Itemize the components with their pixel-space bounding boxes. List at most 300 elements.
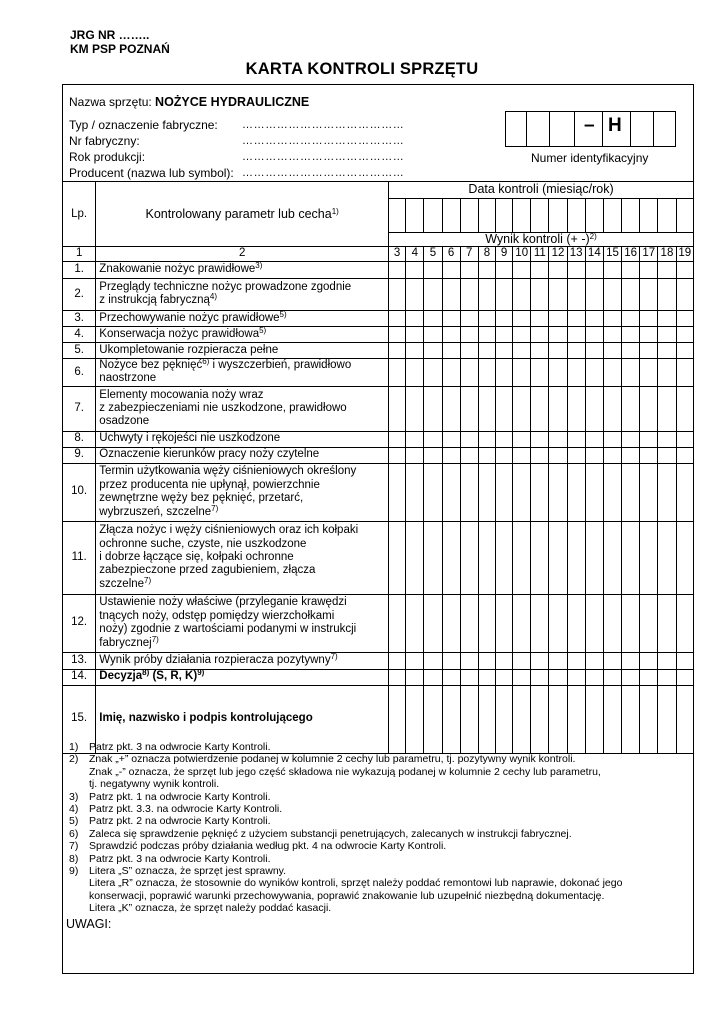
result-cell[interactable] [478, 342, 495, 358]
field-type-value[interactable]: …………………………………… [242, 119, 405, 131]
result-cell[interactable] [442, 463, 460, 521]
result-cell[interactable] [567, 594, 585, 652]
result-cell[interactable] [603, 358, 621, 386]
result-cell[interactable] [424, 358, 442, 386]
result-cell[interactable] [442, 652, 460, 669]
footnote-number: 3) [69, 790, 79, 803]
result-cell[interactable] [585, 342, 603, 358]
result-cell[interactable] [640, 358, 658, 386]
result-cell[interactable] [567, 447, 585, 463]
result-cell[interactable] [442, 261, 460, 278]
result-cell[interactable] [658, 386, 676, 431]
footnote-text: Znak „-” oznacza, że sprzęt lub jego część składowa nie wykazują podanej w kolumnie 2 cechy lub parametru, [89, 765, 601, 778]
result-cell[interactable] [424, 431, 442, 447]
result-cell[interactable] [531, 386, 549, 431]
param-header-sup: 1) [331, 206, 339, 216]
result-cell[interactable] [478, 447, 495, 463]
result-cell[interactable] [658, 447, 676, 463]
param-header [96, 182, 389, 247]
result-cell[interactable] [513, 386, 531, 431]
table-row [63, 669, 694, 685]
result-cell[interactable] [640, 342, 658, 358]
result-cell[interactable] [478, 261, 495, 278]
result-cell[interactable] [585, 652, 603, 669]
result-cell[interactable] [406, 594, 424, 652]
result-cell[interactable] [495, 261, 512, 278]
parameter-line [99, 344, 388, 357]
result-cell[interactable] [640, 594, 658, 652]
result-cell[interactable] [640, 310, 658, 326]
result-cell[interactable] [676, 261, 693, 278]
result-cell[interactable] [513, 463, 531, 521]
parameter-line [99, 503, 388, 519]
result-cell[interactable] [622, 431, 640, 447]
result-cell[interactable] [676, 669, 693, 685]
result-cell[interactable] [567, 669, 585, 685]
result-cell[interactable] [389, 463, 406, 521]
result-cell[interactable] [567, 521, 585, 594]
result-cell[interactable] [495, 310, 512, 326]
result-cell[interactable] [424, 594, 442, 652]
equipment-name-value: NOŻYCE HYDRAULICZNE [155, 95, 310, 109]
result-cell[interactable] [549, 594, 567, 652]
result-cell[interactable] [567, 431, 585, 447]
result-cell[interactable] [424, 447, 442, 463]
footnote-text: Litera „K” oznacza, że sprzęt należy poddać kasacji. [89, 902, 332, 915]
result-cell[interactable] [531, 447, 549, 463]
result-cell[interactable] [513, 521, 531, 594]
row-parameter [96, 463, 389, 521]
result-cell[interactable] [640, 685, 658, 753]
result-cell[interactable] [676, 386, 693, 431]
result-cell[interactable] [495, 463, 512, 521]
result-cell[interactable] [442, 342, 460, 358]
result-cell[interactable] [406, 342, 424, 358]
result-cell[interactable] [478, 278, 495, 310]
field-year-value[interactable]: …………………………………… [242, 151, 405, 163]
result-cell[interactable] [424, 261, 442, 278]
result-cell[interactable] [495, 278, 512, 310]
result-cell[interactable] [640, 278, 658, 310]
parameter-line [99, 492, 388, 505]
row-parameter [96, 326, 389, 342]
result-cell[interactable] [676, 652, 693, 669]
result-cell[interactable] [478, 386, 495, 431]
result-cell[interactable] [531, 326, 549, 342]
result-cell[interactable] [658, 521, 676, 594]
date-cell[interactable] [603, 199, 621, 233]
row-parameter [96, 431, 389, 447]
result-cell[interactable] [640, 447, 658, 463]
date-cell[interactable] [478, 199, 495, 233]
result-cell[interactable] [640, 261, 658, 278]
result-cell[interactable] [389, 652, 406, 669]
result-cell[interactable] [442, 447, 460, 463]
result-cell[interactable] [460, 342, 478, 358]
result-cell[interactable] [531, 463, 549, 521]
result-cell[interactable] [460, 326, 478, 342]
result-cell[interactable] [442, 310, 460, 326]
remarks-label: UWAGI: [66, 917, 112, 931]
result-cell[interactable] [460, 261, 478, 278]
row-number: 13. [63, 652, 96, 669]
result-cell[interactable] [585, 310, 603, 326]
result-cell[interactable] [603, 261, 621, 278]
result-cell[interactable] [442, 431, 460, 447]
result-cell[interactable] [585, 261, 603, 278]
result-cell[interactable] [531, 278, 549, 310]
result-cell[interactable] [622, 342, 640, 358]
result-cell[interactable] [549, 463, 567, 521]
result-cell[interactable] [676, 431, 693, 447]
result-cell[interactable] [622, 386, 640, 431]
result-cell[interactable] [460, 594, 478, 652]
result-cell[interactable] [406, 278, 424, 310]
result-cell[interactable] [549, 261, 567, 278]
result-cell[interactable] [658, 431, 676, 447]
result-cell[interactable] [531, 652, 549, 669]
result-cell[interactable] [549, 278, 567, 310]
result-cell[interactable] [622, 521, 640, 594]
result-cell[interactable] [389, 310, 406, 326]
result-cell[interactable] [389, 431, 406, 447]
date-cell[interactable] [495, 199, 512, 233]
result-cell[interactable] [513, 594, 531, 652]
result-cell[interactable] [640, 521, 658, 594]
result-cell[interactable] [478, 669, 495, 685]
result-cell[interactable] [513, 326, 531, 342]
parameter-text: Przechowywanie nożyc prawidłowe [99, 311, 280, 324]
result-cell[interactable] [442, 386, 460, 431]
result-cell[interactable] [549, 669, 567, 685]
date-cell[interactable] [622, 199, 640, 233]
result-cell[interactable] [531, 669, 549, 685]
result-cell[interactable] [603, 594, 621, 652]
result-cell[interactable] [424, 310, 442, 326]
result-cell[interactable] [389, 342, 406, 358]
result-cell[interactable] [531, 521, 549, 594]
date-cell[interactable] [460, 199, 478, 233]
result-cell[interactable] [389, 521, 406, 594]
result-cell[interactable] [622, 594, 640, 652]
result-cell[interactable] [460, 447, 478, 463]
result-cell[interactable] [658, 463, 676, 521]
result-cell[interactable] [622, 358, 640, 386]
date-cell[interactable] [640, 199, 658, 233]
result-cell[interactable] [406, 463, 424, 521]
result-cell[interactable] [424, 278, 442, 310]
date-cell[interactable] [567, 199, 585, 233]
footnote-text: Litera „R” oznacza, że stosownie do wyników kontroli, sprzęt należy poddać remontowi lub naprawie, dokonać jego [89, 877, 623, 890]
result-cell[interactable] [513, 669, 531, 685]
date-cell[interactable] [406, 199, 424, 233]
result-cell[interactable] [478, 326, 495, 342]
result-cell[interactable] [424, 342, 442, 358]
result-cell[interactable] [585, 669, 603, 685]
result-cell[interactable] [585, 447, 603, 463]
result-cell[interactable] [622, 261, 640, 278]
row-number: 3. [63, 310, 96, 326]
result-cell[interactable] [622, 685, 640, 753]
row-parameter [96, 652, 389, 669]
result-cell[interactable] [531, 358, 549, 386]
result-cell[interactable] [567, 278, 585, 310]
result-cell[interactable] [658, 278, 676, 310]
column-number: 7 [460, 247, 478, 261]
result-cell[interactable] [640, 386, 658, 431]
column-number: 6 [442, 247, 460, 261]
result-cell[interactable] [460, 431, 478, 447]
result-cell[interactable] [495, 447, 512, 463]
result-cell[interactable] [676, 463, 693, 521]
result-cell[interactable] [622, 652, 640, 669]
result-cell[interactable] [424, 386, 442, 431]
result-cell[interactable] [567, 326, 585, 342]
result-cell[interactable] [478, 358, 495, 386]
result-cell[interactable] [549, 447, 567, 463]
result-cell[interactable] [658, 594, 676, 652]
result-cell[interactable] [622, 669, 640, 685]
result-cell[interactable] [513, 652, 531, 669]
result-cell[interactable] [442, 278, 460, 310]
footnote-ref: 3) [255, 261, 263, 271]
column-number: 12 [549, 247, 567, 261]
result-cell[interactable] [406, 652, 424, 669]
result-cell[interactable] [567, 386, 585, 431]
footnote-line [69, 815, 622, 827]
result-cell[interactable] [495, 594, 512, 652]
result-cell[interactable] [622, 326, 640, 342]
result-cell[interactable] [603, 278, 621, 310]
result-cell[interactable] [460, 463, 478, 521]
result-cell[interactable] [676, 521, 693, 594]
result-cell[interactable] [640, 326, 658, 342]
result-cell[interactable] [389, 386, 406, 431]
result-cell[interactable] [442, 669, 460, 685]
result-cell[interactable] [676, 447, 693, 463]
result-cell[interactable] [603, 386, 621, 431]
result-cell[interactable] [513, 261, 531, 278]
result-cell[interactable] [460, 310, 478, 326]
result-cell[interactable] [389, 447, 406, 463]
date-cell[interactable] [585, 199, 603, 233]
result-cell[interactable] [549, 652, 567, 669]
date-cell[interactable] [424, 199, 442, 233]
result-cell[interactable] [424, 521, 442, 594]
footnote-text: Litera „S” oznacza, że sprzęt jest sprawny. [89, 865, 287, 878]
result-cell[interactable] [513, 310, 531, 326]
result-cell[interactable] [658, 261, 676, 278]
result-cell[interactable] [585, 386, 603, 431]
result-cell[interactable] [478, 431, 495, 447]
param-header-text: Kontrolowany parametr lub cecha [145, 206, 332, 221]
result-cell[interactable] [513, 278, 531, 310]
result-cell[interactable] [389, 278, 406, 310]
result-cell[interactable] [640, 652, 658, 669]
result-cell[interactable] [406, 669, 424, 685]
result-cell[interactable] [676, 358, 693, 386]
result-cell[interactable] [406, 447, 424, 463]
result-cell[interactable] [460, 278, 478, 310]
result-cell[interactable] [513, 447, 531, 463]
result-cell[interactable] [567, 261, 585, 278]
result-cell[interactable] [549, 310, 567, 326]
result-cell[interactable] [531, 342, 549, 358]
result-cell[interactable] [478, 594, 495, 652]
result-cell[interactable] [406, 261, 424, 278]
result-cell[interactable] [478, 652, 495, 669]
result-cell[interactable] [531, 431, 549, 447]
result-cell[interactable] [658, 669, 676, 685]
parameter-text: Złącza nożyc i węży ciśnieniowych oraz ich kołpaki [99, 524, 359, 537]
result-cell[interactable] [585, 431, 603, 447]
result-cell[interactable] [389, 669, 406, 685]
result-cell[interactable] [585, 326, 603, 342]
result-cell[interactable] [622, 310, 640, 326]
result-cell[interactable] [406, 521, 424, 594]
result-cell[interactable] [676, 594, 693, 652]
date-cell[interactable] [549, 199, 567, 233]
result-cell[interactable] [585, 358, 603, 386]
result-cell[interactable] [585, 463, 603, 521]
result-cell[interactable] [622, 463, 640, 521]
result-cell[interactable] [567, 310, 585, 326]
result-cell[interactable] [406, 386, 424, 431]
result-cell[interactable] [567, 652, 585, 669]
footnote-ref: 5) [259, 325, 267, 335]
result-cell[interactable] [676, 685, 693, 753]
result-cell[interactable] [442, 521, 460, 594]
result-cell[interactable] [389, 358, 406, 386]
result-cell[interactable] [513, 342, 531, 358]
footnote-ref: 7) [211, 503, 219, 513]
result-cell[interactable] [567, 342, 585, 358]
result-cell[interactable] [622, 447, 640, 463]
result-cell[interactable] [442, 326, 460, 342]
footnotes [69, 741, 622, 915]
result-cell[interactable] [658, 358, 676, 386]
result-cell[interactable] [676, 326, 693, 342]
result-cell[interactable] [585, 594, 603, 652]
result-cell[interactable] [495, 342, 512, 358]
result-cell[interactable] [495, 358, 512, 386]
date-cell[interactable] [676, 199, 693, 233]
result-cell[interactable] [495, 326, 512, 342]
result-cell[interactable] [658, 326, 676, 342]
field-year-label: Rok produkcji: [69, 150, 146, 164]
result-cell[interactable] [549, 386, 567, 431]
result-cell[interactable] [549, 521, 567, 594]
result-cell[interactable] [676, 278, 693, 310]
result-cell[interactable] [424, 669, 442, 685]
result-cell[interactable] [585, 278, 603, 310]
result-cell[interactable] [495, 521, 512, 594]
id-letter: H [608, 115, 622, 136]
date-cell[interactable] [531, 199, 549, 233]
result-cell[interactable] [549, 326, 567, 342]
field-producer-value[interactable]: …………………………………… [242, 167, 405, 179]
result-cell[interactable] [389, 594, 406, 652]
result-cell[interactable] [603, 310, 621, 326]
footnote-line [69, 877, 622, 889]
result-cell[interactable] [549, 342, 567, 358]
parameter-text: zewnętrzne węży bez pęknięć, przetarć, [99, 492, 304, 505]
result-cell[interactable] [585, 521, 603, 594]
result-cell[interactable] [442, 358, 460, 386]
table-row [63, 278, 694, 310]
result-cell[interactable] [424, 326, 442, 342]
result-cell[interactable] [531, 310, 549, 326]
result-cell[interactable] [676, 342, 693, 358]
result-cell[interactable] [658, 685, 676, 753]
result-cell[interactable] [495, 652, 512, 669]
result-cell[interactable] [389, 326, 406, 342]
result-cell[interactable] [478, 521, 495, 594]
result-cell[interactable] [640, 669, 658, 685]
result-cell[interactable] [406, 310, 424, 326]
result-cell[interactable] [478, 463, 495, 521]
result-cell[interactable] [495, 386, 512, 431]
result-cell[interactable] [495, 431, 512, 447]
result-cell[interactable] [460, 521, 478, 594]
result-cell[interactable] [676, 310, 693, 326]
result-cell[interactable] [513, 358, 531, 386]
result-cell[interactable] [406, 326, 424, 342]
date-cell[interactable] [442, 199, 460, 233]
result-cell[interactable] [424, 463, 442, 521]
date-cell[interactable] [389, 199, 406, 233]
result-cell[interactable] [460, 358, 478, 386]
id-dash: – [584, 115, 595, 136]
result-cell[interactable] [513, 431, 531, 447]
result-cell[interactable] [549, 358, 567, 386]
result-cell[interactable] [424, 652, 442, 669]
result-cell[interactable] [495, 669, 512, 685]
result-cell[interactable] [603, 463, 621, 521]
result-cell[interactable] [567, 463, 585, 521]
row-parameter [96, 669, 389, 685]
result-cell[interactable] [658, 652, 676, 669]
result-cell[interactable] [442, 594, 460, 652]
result-cell[interactable] [603, 342, 621, 358]
result-cell[interactable] [658, 310, 676, 326]
date-cell[interactable] [658, 199, 676, 233]
result-cell[interactable] [460, 669, 478, 685]
result-cell[interactable] [640, 431, 658, 447]
result-cell[interactable] [603, 326, 621, 342]
result-cell[interactable] [406, 358, 424, 386]
result-cell[interactable] [603, 669, 621, 685]
field-serial-value[interactable]: …………………………………… [242, 135, 405, 147]
result-cell[interactable] [389, 261, 406, 278]
result-cell[interactable] [603, 447, 621, 463]
result-cell[interactable] [478, 310, 495, 326]
result-cell[interactable] [622, 278, 640, 310]
result-cell[interactable] [640, 463, 658, 521]
result-cell[interactable] [406, 431, 424, 447]
result-cell[interactable] [603, 521, 621, 594]
date-cell[interactable] [513, 199, 531, 233]
result-cell[interactable] [531, 594, 549, 652]
result-cell[interactable] [603, 431, 621, 447]
result-cell[interactable] [531, 261, 549, 278]
result-cell[interactable] [658, 342, 676, 358]
result-cell[interactable] [549, 431, 567, 447]
result-cell[interactable] [460, 386, 478, 431]
result-cell[interactable] [603, 652, 621, 669]
result-cell[interactable] [567, 358, 585, 386]
result-cell[interactable] [460, 652, 478, 669]
